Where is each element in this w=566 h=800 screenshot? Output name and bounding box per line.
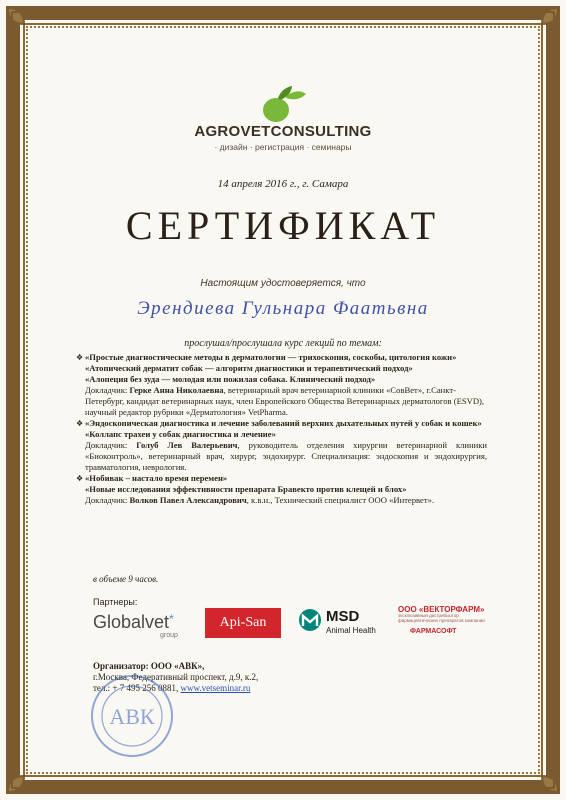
organizer-phone: тел.: + 7 495 256 0881, <box>93 683 179 693</box>
corner-ornament <box>4 756 44 796</box>
certifies-text: Настоящим удостоверяется, что <box>200 278 366 289</box>
organization-stamp-icon <box>88 672 179 760</box>
stamp-text: АВК <box>109 704 155 729</box>
speaker-name: Герке Анна Николаевна <box>129 385 224 395</box>
farmasoft-logo: ФАРМАСОФТ <box>410 628 457 635</box>
corner-ornament <box>522 756 562 796</box>
speaker-name: Голуб Лев Валерьевич <box>136 440 238 450</box>
speaker-name: Волков Павел Александрович <box>129 495 247 505</box>
topic: «Коллапс трахеи у собак диагностика и лечение» <box>85 429 276 439</box>
topic-group-1 <box>76 352 487 363</box>
corner-ornament <box>4 4 44 44</box>
brand-name: AGROVETCONSULTING <box>194 123 372 140</box>
globalvet-group-label: group <box>160 632 178 639</box>
topic: «Простые диагностические методы в дерматологии — трихоскопия, соскобы, цитология кожи» <box>85 352 457 362</box>
topic-group-2 <box>76 418 487 429</box>
topic: «Нобивак – настало время перемен» <box>85 473 228 483</box>
vektorfarm-subtitle: эксклюзивный дистрибьютор фармацевтических препаратов компании <box>398 613 485 623</box>
organizer-address: г.Москва, Федеративный проспект, д.9, к.2, <box>93 672 259 682</box>
msd-name: MSD <box>326 608 360 625</box>
topic: «Атопический дерматит собак — алгоритм диагностики и терапевтический подход» <box>85 363 413 373</box>
topic: «Алопеция без зуда — молодая или пожилая собака. Клинический подход» <box>85 374 376 384</box>
organizer-site-link[interactable]: www.vetseminar.ru <box>180 683 251 693</box>
partners-label: Партнеры: <box>93 597 138 607</box>
topic-group-3 <box>76 473 487 484</box>
apple-logo-icon <box>258 82 308 124</box>
msd-subtitle: Animal Health <box>326 626 376 635</box>
corner-ornament <box>522 4 562 44</box>
organizer-name: Организатор: ООО «АВК», <box>93 661 205 671</box>
speaker: Докладчик: Голуб Лев Валерьевич, руководитель отделения хирургии ветеринарной клиники «Биоконтроль», ветеринарный врач, хирург, эндохирург. Специализация: эндоскопия и эндохирургия, травматология, неврология. <box>85 440 487 472</box>
globalvet-logo: Globalvet* <box>93 612 174 632</box>
speaker: Докладчик: Герке Анна Николаевна, ветеринарный врач ветеринарной клиники «СовВет», г.Санкт-Петербург, кандидат ветеринарных наук, член Европейского Общества Ветеринарных дерматологов (ESVD), научный редактор рубрики «Дерматология» VetPharma. <box>85 385 485 417</box>
course-intro: прослушал/прослушала курс лекций по темам: <box>184 338 382 349</box>
certificate-title: СЕРТИФИКАТ <box>125 203 441 248</box>
brand-tagline: · дизайн · регистрация · семинары <box>214 142 352 152</box>
vektorfarm-name: ООО «ВЕКТОРФАРМ» <box>398 605 485 614</box>
topic: «Новые исследования эффективности препарата Бравекто против клещей и блох» <box>85 484 407 494</box>
course-volume: в объеме 9 часов. <box>93 574 159 584</box>
course-topics <box>76 352 487 506</box>
bullet-icon: ❖ <box>76 353 84 362</box>
bullet-icon: ❖ <box>76 474 84 483</box>
certificate-date: 14 апреля 2016 г., г. Самара <box>217 178 349 190</box>
msd-logo-icon <box>298 608 322 632</box>
bullet-icon: ❖ <box>76 419 84 428</box>
speaker: Докладчик: Волков Павел Александрович, к.в.н., Технический специалист ООО «Интервет». <box>85 495 435 505</box>
topic: «Эндоскопическая диагностика и лечение заболеваний верхних дыхательных путей у собак и кошек» <box>85 418 482 428</box>
recipient-name: Эрендиева Гульнара Фаатьвна <box>137 298 429 319</box>
apisan-logo: Api-San <box>205 608 281 638</box>
